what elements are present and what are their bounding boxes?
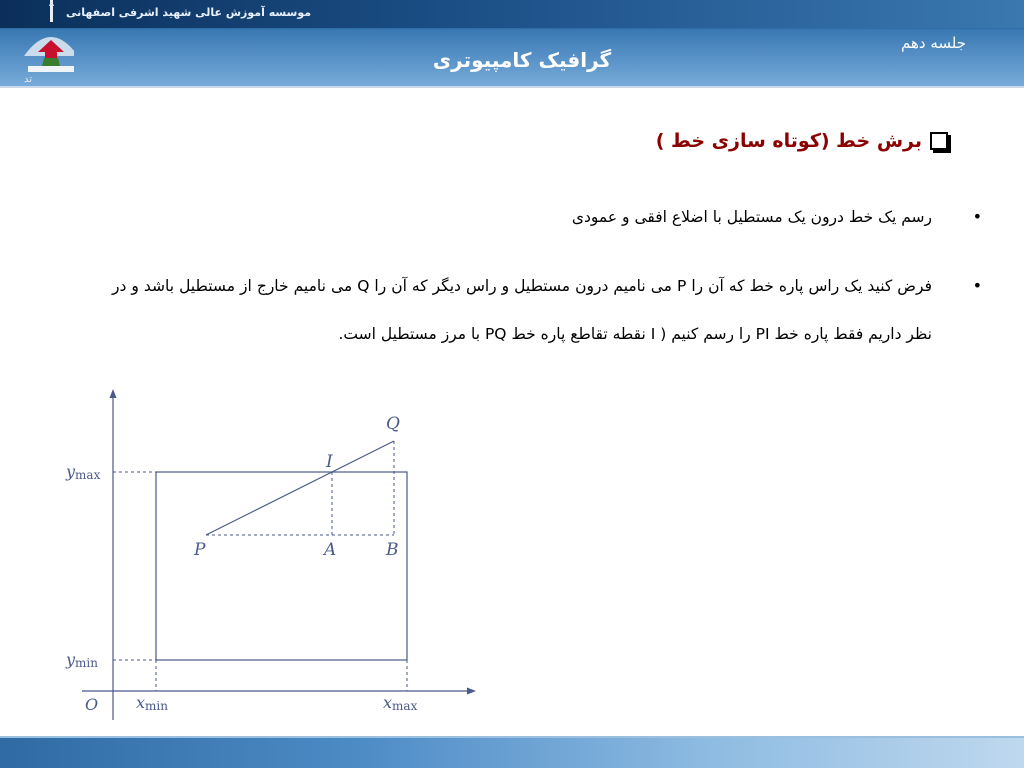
slide-header-title: گرافیک کامپیوتری <box>432 48 612 72</box>
label-xmin: xmin <box>136 693 168 713</box>
institution-logo <box>14 0 74 88</box>
y-axis-arrow <box>110 389 117 398</box>
label-ymin: ymin <box>66 650 98 670</box>
svg-text:تد: تد <box>24 74 33 85</box>
bullet-dot-icon: • <box>972 276 982 295</box>
label-origin: O <box>85 695 99 714</box>
label-i: I <box>326 452 333 472</box>
clip-rectangle <box>156 472 407 660</box>
label-b: B <box>386 540 399 560</box>
bullet-item-1 <box>571 193 982 241</box>
bullet-text: رسم یک خط درون یک مستطیل با اضلاع افقی و عمودی <box>571 208 932 226</box>
checkbox-bullet-icon <box>930 132 948 150</box>
bullet-dot-icon: • <box>972 207 982 226</box>
section-heading <box>656 130 948 152</box>
session-label: جلسه دهم <box>900 34 966 52</box>
header-divider <box>0 86 1024 88</box>
label-ymax: ymax <box>66 462 101 482</box>
label-xmax: xmax <box>383 693 418 713</box>
x-axis-arrow <box>467 688 476 695</box>
label-q: Q <box>386 414 400 434</box>
label-p: P <box>194 540 206 560</box>
segment-pq <box>206 441 394 535</box>
institution-name: موسسه آموزش عالی شهید اشرفی اصفهانی <box>66 6 312 19</box>
clipping-diagram <box>60 385 500 725</box>
label-a: A <box>324 540 337 560</box>
bullet-item-2 <box>112 262 982 358</box>
section-heading-text: برش خط (کوتاه سازی خط ) <box>655 130 922 152</box>
footer-band <box>0 738 1024 768</box>
bullet-text: فرض کنید یک راس پاره خط که آن را P می نامیم درون مستطیل و راس دیگر که آن را Q می نامیم خارج از مستطیل باشد و در نظر داریم فقط پاره خط PI را رسم کنیم ( I نقطه تقاطع پاره خط PQ با مرز مستطیل است. <box>112 277 933 343</box>
header-band <box>0 0 1024 88</box>
